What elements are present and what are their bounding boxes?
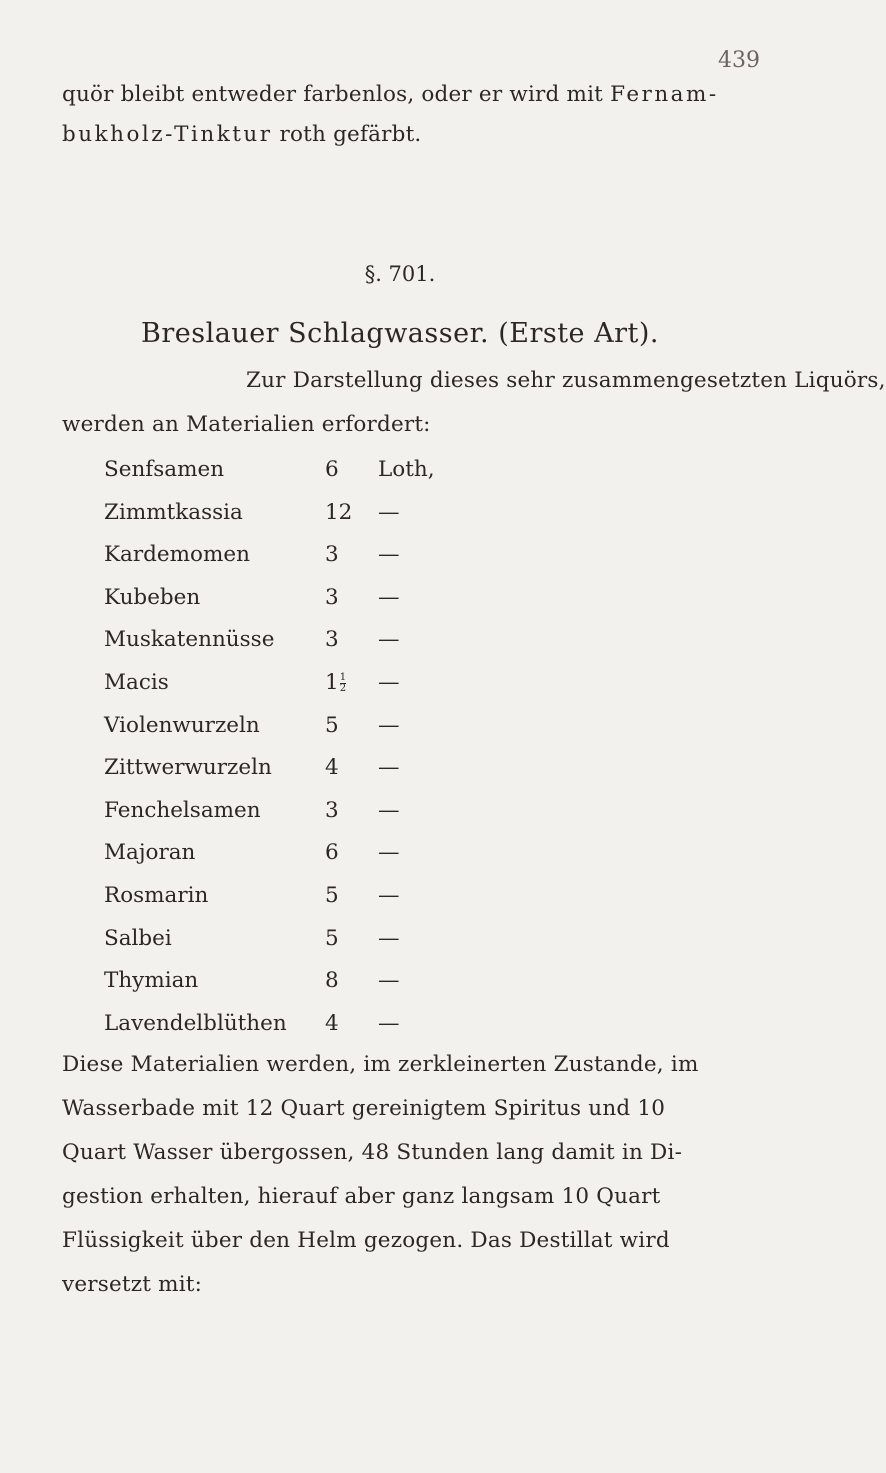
ingredient-name: Majoran: [104, 840, 196, 865]
intro-line-1: [62, 82, 719, 107]
ingredient-name: Zittwerwurzeln: [104, 755, 272, 780]
para2-line-5: Flüssigkeit über den Helm gezogen. Das Destillat wird: [62, 1228, 670, 1253]
ingredient-amount: 3: [325, 542, 339, 567]
ingredient-amount: 1 $\frac{1}{2}$: [325, 670, 347, 695]
ingredient-name: Thymian: [104, 968, 199, 993]
ingredient-dash: —: [378, 968, 400, 993]
ingredient-dash: —: [378, 840, 400, 865]
ingredient-name: Muskatennüsse: [104, 627, 275, 652]
ingredient-amount: 5: [325, 713, 339, 738]
ingredient-name: Rosmarin: [104, 883, 209, 908]
ingredient-amount: 12: [325, 500, 353, 525]
ingredient-dash: —: [378, 500, 400, 525]
ingredient-dash: —: [378, 542, 400, 567]
ingredient-dash: —: [378, 713, 400, 738]
ingredient-amount: 6: [325, 457, 339, 482]
ingredient-dash: —: [378, 585, 400, 610]
ingredient-name: Macis: [104, 670, 169, 695]
ingredient-dash: —: [378, 755, 400, 780]
ingredient-name: Kubeben: [104, 585, 201, 610]
ingredient-name: Fenchelsamen: [104, 798, 261, 823]
para2-line-4: gestion erhalten, hierauf aber ganz langsam 10 Quart: [62, 1184, 661, 1209]
para2-line-3: Quart Wasser übergossen, 48 Stunden lang damit in Di-: [62, 1140, 683, 1165]
ingredient-dash: —: [378, 798, 400, 823]
ingredient-dash: —: [378, 627, 400, 652]
ingredient-dash: —: [378, 670, 400, 695]
ingredient-amount: 3: [325, 585, 339, 610]
ingredient-amount: 6: [325, 840, 339, 865]
ingredient-dash: —: [378, 1011, 400, 1036]
intro-line-2-emphasis: bukholz-Tinktur: [62, 122, 273, 147]
ingredient-amount: 8: [325, 968, 339, 993]
ingredient-name: Lavendelblüthen: [104, 1011, 287, 1036]
ingredient-unit: Loth,: [378, 457, 435, 482]
ingredient-name: Zimmtkassia: [104, 500, 243, 525]
ingredient-amount: 4: [325, 1011, 339, 1036]
para2-line-6: versetzt mit:: [62, 1272, 203, 1297]
section-number: §. 701.: [364, 262, 436, 286]
ingredient-amount: 5: [325, 883, 339, 908]
ingredient-amount: 5: [325, 926, 339, 951]
ingredient-name: Kardemomen: [104, 542, 250, 567]
ingredient-name: Salbei: [104, 926, 172, 951]
ingredient-amount: 3: [325, 627, 339, 652]
intro-line-2: [62, 122, 421, 147]
intro-line-1-text: quör bleibt entweder farbenlos, oder er wird mit: [62, 82, 604, 107]
recipe-heading: Breslauer Schlagwasser. (Erste Art).: [141, 318, 659, 349]
page-number: 439: [718, 48, 760, 73]
para1-line-2: werden an Materialien erfordert:: [62, 412, 431, 437]
ingredient-dash: —: [378, 926, 400, 951]
ingredient-amount: 3: [325, 798, 339, 823]
ingredient-name: Violenwurzeln: [104, 713, 260, 738]
intro-line-2-text: roth gefärbt.: [279, 122, 422, 147]
ingredient-fraction: $\frac{1}{2}$: [339, 671, 347, 694]
para2-line-2: Wasserbade mit 12 Quart gereinigtem Spiritus und 10: [62, 1096, 666, 1121]
para2-line-1: Diese Materialien werden, im zerkleinerten Zustande, im: [62, 1052, 699, 1077]
ingredient-name: Senfsamen: [104, 457, 225, 482]
ingredient-dash: —: [378, 883, 400, 908]
ingredient-amount: 4: [325, 755, 339, 780]
intro-line-1-emphasis: Fernam-: [610, 82, 719, 107]
para1-line-1: Zur Darstellung dieses sehr zusammengesetzten Liquörs,: [246, 368, 886, 393]
